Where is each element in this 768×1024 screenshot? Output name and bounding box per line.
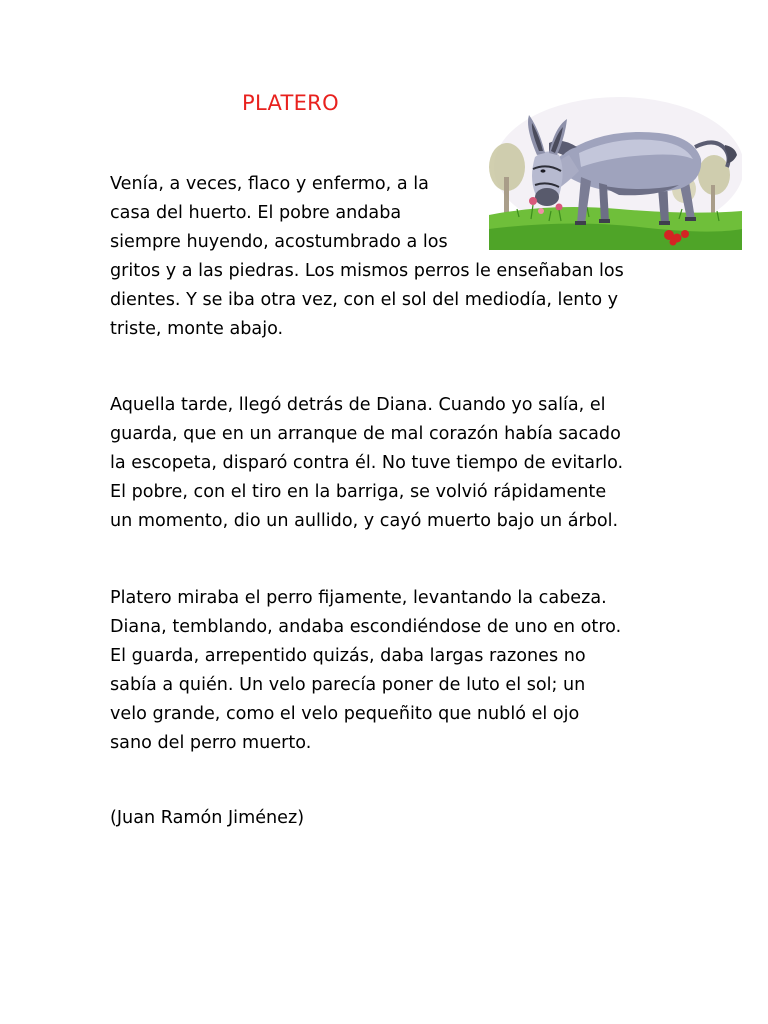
page-title: PLATERO: [242, 91, 339, 115]
paragraph-line: Platero miraba el perro fijamente, levantando la cabeza.: [110, 588, 607, 608]
paragraph-line: dientes. Y se iba otra vez, con el sol del mediodía, lento y: [110, 290, 619, 310]
paragraph-line: gritos y a las piedras. Los mismos perros le enseñaban los: [110, 261, 624, 281]
paragraph-line: triste, monte abajo.: [110, 319, 284, 339]
paragraph-line: Venía, a veces, flaco y enfermo, a la: [110, 174, 429, 194]
author-signature: [110, 804, 670, 833]
paragraph-line: velo grande, como el velo pequeñito que nubló el ojo: [110, 704, 580, 724]
paragraph-line: Aquella tarde, llegó detrás de Diana. Cuando yo salía, el: [110, 395, 606, 415]
paragraph-2: [110, 391, 670, 536]
paragraph-line: sano del perro muerto.: [110, 733, 312, 753]
paragraph-line: casa del huerto. El pobre andaba: [110, 203, 402, 223]
paragraph-line: El pobre, con el tiro en la barriga, se volvió rápidamente: [110, 482, 607, 502]
paragraph-line: guarda, que en un arranque de mal corazón había sacado: [110, 424, 621, 444]
paragraph-line: la escopeta, disparó contra él. No tuve tiempo de evitarlo.: [110, 453, 624, 473]
signature-text: (Juan Ramón Jiménez): [110, 808, 305, 828]
paragraph-line: Diana, temblando, andaba escondiéndose de uno en otro.: [110, 617, 622, 637]
paragraph-line: siempre huyendo, acostumbrado a los: [110, 232, 448, 252]
paragraph-3: [110, 584, 670, 758]
paragraph-line: El guarda, arrepentido quizás, daba largas razones no: [110, 646, 586, 666]
paragraph-1: [110, 170, 670, 344]
paragraph-line: un momento, dio un aullido, y cayó muerto bajo un árbol.: [110, 511, 619, 531]
paragraph-line: sabía a quién. Un velo parecía poner de luto el sol; un: [110, 675, 586, 695]
